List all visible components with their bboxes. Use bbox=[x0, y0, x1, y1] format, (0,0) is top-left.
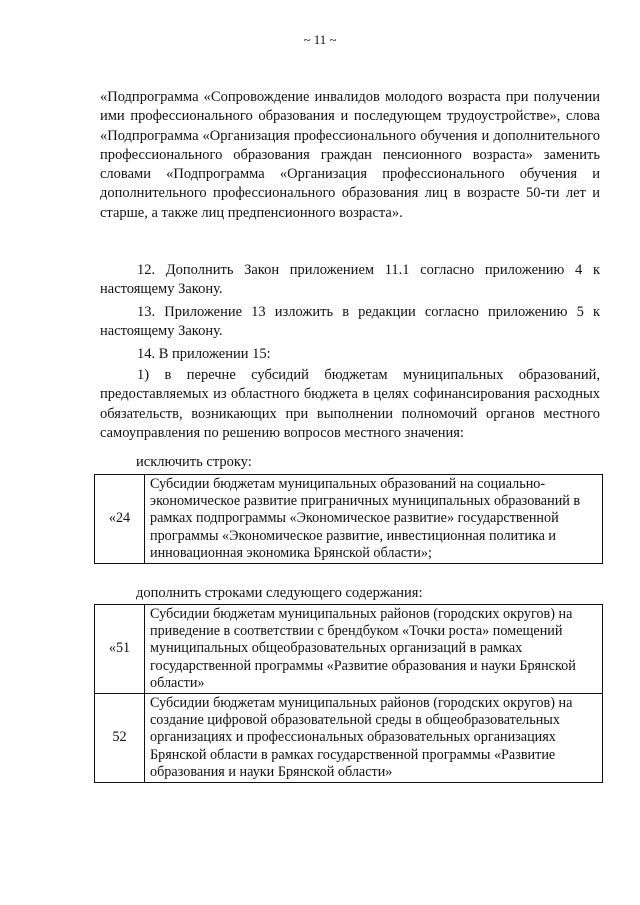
paragraph-item-14: 14. В приложении 15: bbox=[137, 346, 271, 362]
row-text: Субсидии бюджетам муниципальных районов (городских округов) на создание цифровой образовательной среды в общеобразовательных организациях и профессиональных образовательных организациях Брянской области в рамках государственной программы «Развитие образования и науки Брянской области» bbox=[145, 694, 603, 783]
paragraph-subprogram-rename: «Подпрограмма «Сопровождение инвалидов молодого возраста при получении ими профессионального образования и последующем трудоустройстве», слова «Подпрограмма «Организация профессионального обучения и дополнительного профессионального образования граждан пенсионного возраста» заменить словами «Подпрограмма «Организация профессионального обучения и дополнительного профессионального образования лиц в возрасте 50-ти лет и старше, а также лиц предпенсионного возраста». bbox=[100, 89, 600, 221]
table-row bbox=[95, 694, 603, 783]
paragraph-item-12: 12. Дополнить Закон приложением 11.1 согласно приложению 4 к настоящему Закону. bbox=[100, 262, 600, 298]
page-number: ~ 11 ~ bbox=[303, 32, 337, 47]
table-excluded-row bbox=[94, 474, 603, 564]
label-add-rows: дополнить строками следующего содержания: bbox=[136, 585, 423, 601]
table-added-rows bbox=[94, 604, 603, 783]
paragraph-item-13: 13. Приложение 13 изложить в редакции согласно приложению 5 к настоящему Закону. bbox=[100, 304, 600, 340]
paragraph-item-14-1: 1) в перечне субсидий бюджетам муниципальных образований, предоставляемых из областного бюджета в целях софинансирования расходных обязательств, возникающих при выполнении полномочий органов местного самоуправления по решению вопросов местного значения: bbox=[100, 367, 600, 441]
row-text: Субсидии бюджетам муниципальных образований на социально-экономическое развитие приграничных муниципальных образований в рамках подпрограммы «Экономическое развитие» государственной программы «Экономическое развитие, инвестиционная политика и инновационная экономика Брянской области»; bbox=[145, 475, 603, 564]
row-number: «24 bbox=[95, 475, 145, 564]
row-number: 52 bbox=[95, 694, 145, 783]
table-row bbox=[95, 475, 603, 564]
table-row bbox=[95, 605, 603, 694]
row-text: Субсидии бюджетам муниципальных районов (городских округов) на приведение в соответствии с брендбуком «Точки роста» помещений муниципальных общеобразовательных организаций в рамках государственной программы «Развитие образования и науки Брянской области» bbox=[145, 605, 603, 694]
row-number: «51 bbox=[95, 605, 145, 694]
label-exclude-row: исключить строку: bbox=[136, 454, 252, 470]
